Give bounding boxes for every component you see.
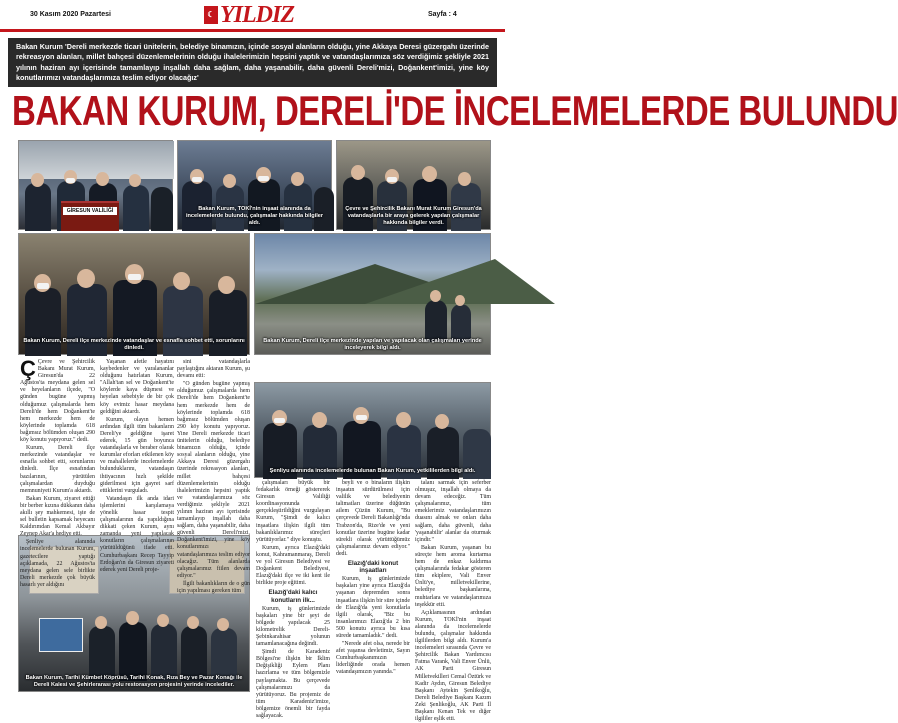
- paragraph: Vatandaşın ilk anda idari işlemlerini karşılamaya yönelik hasar tespit çalışmalarının da yapıldığına dikkati çeken Kurum, aynı zamanda yeni yapılacak konutların çalışmalarının yürütüldüğünü ifade etti. Cumhurbaşkanı Recep Tayyip Erdoğan'ın da Giresun ziyareti ederek yeni Dereli proje-: [100, 495, 174, 573]
- paragraph: Kurum, iş günlerimizde başkaları yine bir şeyi de bölgede yapılacak 25 kilometrelik Dereli-Şebinkarahisar yolunun tamamlanacağına değindi.: [256, 605, 330, 648]
- photo-meeting-citizens[interactable]: [336, 140, 491, 230]
- issue-date: 30 Kasım 2020 Pazartesi: [30, 11, 111, 18]
- podium-sign: GİRESUN VALİLİĞİ: [63, 207, 117, 215]
- article-column-5: [336, 480, 410, 692]
- photo-senliye-area[interactable]: [254, 382, 491, 478]
- logo-text: YILDIZ: [220, 2, 294, 28]
- building-backdrop: [19, 141, 174, 179]
- photo-caption: Çevre ve Şehircilik Bakanı Murat Kurum Giresun'da vatandaşlarla bir araya gelerek yapılan çalışmalar hakkında bilgiler verdi.: [345, 206, 482, 226]
- article-column-6: [415, 480, 491, 723]
- headline: [12, 87, 898, 136]
- paragraph: "Nerede afet olsa, nerede bir afet yaşansa devletimiz, Sayın Cumhurbaşkanımızın liderliğinde orada hemen vatandaşımızın yanında.": [336, 641, 410, 676]
- photo-shopkeepers[interactable]: [18, 233, 250, 355]
- paragraph: Kurum, Dereli ilçe merkezinde vatandaşlar ve esnafla sohbet etti, sorunlarını dinledi. İlçe esnafından bazılarının, yürütülen çalışmalardan duyduğu memnuniyeti Kurum'a aktardı.: [20, 445, 95, 494]
- photo-caption: Bakan Kurum, Dereli ilçe merkezinde vatandaşlar ve esnafla sohbet etti, sorunlarını dinledi.: [23, 338, 245, 351]
- paragraph: "O günden bugüne yapmış olduğumuz çalışmalarda hem Dereli'de hem Doğankent'te hem merkezde hem de köylerinde toplamda 618 bağımsız bölümden oluşan 290 köy konutu yapıyoruz. Yine Dereli merkezde ticari ünitelerin olduğu, belediye binamızın olduğu, içinde sosyal alanların olduğu, yine Akkaya Deresi güzergahı üzerinde rekreasyon alanları, millet bahçesi düzenlemelerinin olduğu ihalelerimizin hepsini yaptık ve vatandaşlarımıza söz verdiğimiz şekliyle 2021 yılının haziran ayı içerisinde tamamlayıp inşallah daha sağlam, daha yaşanabilir, daha güvenli Dereli'mizi, Doğankent'imizi, yine köy konutlarımızı vatandaşlarımıza teslim ediyor olacağız. Tüm alanlarda çalışmalarımız fiilen devam ediyor.": [177, 381, 250, 579]
- subheading: Elazığ'daki kalıcı konutların ilk...: [268, 589, 318, 604]
- paragraph: Yaşanan afetle hayatını kaybedenler ve yaralananlar olduğunu hatırlatan Kurum, "Allah'tan sel ve Doğankent'te köylerde kaya düşmesi ve heyelan sebebiyle de bir çok köy evimiz hasar meydana geldiğini aktardı.: [100, 359, 174, 415]
- paragraph: İlgili bakanlıkların de o gün için yapılması gereken tüm: [177, 580, 250, 594]
- photo-caption: Bakan Kurum, TOKİ'nin inşaat alanında da incelemelerde bulundu, çalışmalar hakkında bilgiler aldı.: [185, 206, 324, 226]
- lede-box: [8, 38, 497, 87]
- photo-caption: Bakan Kurum, Tarihi Kümbet Köprüsü, Tarihi Konak, Rıza Bey ve Pazar Konağı ile Dereli Kalesi ve Şehirlerarası yolu restorasyon projesini yerinde incelediler.: [25, 675, 243, 688]
- photo-caption: Şenliyu alanında incelemelerde bulunan Bakan Kurum, yetkililerden bilgi aldı.: [269, 468, 476, 474]
- headline-text: BAKAN KURUM, DERELİ'DE İNCELEMELERDE BULUNDU: [12, 87, 898, 134]
- page-number: Sayfa : 4: [428, 11, 457, 18]
- newspaper-logo[interactable]: [204, 2, 294, 28]
- paragraph: sini vatandaşlarla paylaştığını aktaran Kurum, şu devamı etti:: [177, 359, 250, 380]
- paragraph: çalışmaları büyük bir fedakarlık örneği göstererek Giresun Valiliği koordinasyonunda gerçekleştirildiğini vurgulayan Kurum, "Şimdi de kalıcı inşaatlara ilişkin ilgili tüm bakanlıklarımız süreçleri yürütüyorlar." diye konuştu.: [256, 480, 330, 543]
- paragraph: Kurum, iş günlerimizde başkaları yine ayrıca Elazığ'da yaşanan depremden sonra inşaatlara ilişkin bir süre içinde de Elazığ'da yeni konutlarla ilgili olarak, "Biz bu insanlarımızı Elazığ'da 2 bin 500 konutu ayrıca bu kısa sürede tamamladık." dedi.: [336, 576, 410, 639]
- photo-press-conference[interactable]: [18, 140, 173, 230]
- article-column-3: [177, 359, 250, 594]
- info-board: [39, 618, 83, 652]
- article-column-4: [256, 480, 330, 719]
- masthead: [0, 0, 505, 32]
- podium: [61, 201, 119, 231]
- paragraph: Kurum, ayrıca Elazığ'daki konut, Kahramanmaraş, Dereli ve yol Giresun Belediyesi ve Doğankent Belediyesi, Elazığ'daki ilçe ve iki kent ile birlikte proje eğitimi.: [256, 544, 330, 587]
- article-column-2: [100, 359, 174, 573]
- paragraph: beyli ve o binaların ilişkin inşaatın sürdürülmesi için valilik ve belediyenin talimatları üzerine düğünün ailem Çüzün Kurum, "Bu çerçevede Dereli Bakanlığı'nda Trabzon'da, Rize'de ve yeni konutlar üzerine bugüne kadar sürekli olarak yürüttüğümüz çalışmalarımız devam ediyor." dedi.: [336, 480, 410, 557]
- paragraph: Bakan Kurum, yaşanan bu süreçte hem aroma kurtarma hem de enkaz kaldırma çalışmalarında fedakar gösteren tüm ekiplere, Vali Enver Ünlü'ye, milletvekillerine, belediye başkanlarına, muhtarlara ve vatandaşlarımıza teşekkür etti.: [415, 544, 491, 608]
- photo-dereli-landscape[interactable]: [254, 233, 491, 355]
- paragraph: Açıklamasının ardından Kurum, TOKİ'nin inşaat alanında da incelemelerde bulundu, çalışmalar hakkında ilgililerden bilgi aldı. Kurum'a incelemeleri sırasında Çevre ve Şehircilik Bakan Yardımcısı Fatma Varank, Vali Enver Ünlü, AK Parti Giresun Milletvekilleri Cemal Öztürk ve Kadir Aydın, Giresun Belediye Başkanı Aytekin Şenlikoğlu, Dereli Belediye Başkanı Kazım Zeki Şenlikoğlu, AK Parti İl Başkanı Kenan Tek ve diğer ilgililer eşlik etti.: [415, 609, 491, 723]
- photo-caption: Bakan Kurum, Dereli ilçe merkezinde yapılan ve yapılacak olan çalışmaları yerinde inceleyerek bilgi aldı.: [263, 338, 482, 351]
- photo-toki-site[interactable]: [177, 140, 332, 230]
- paragraph: Şenliye alanında incelemelerde bulunan Kurum, gazetecilere yaptığı açıklamada, 22 Ağustos'ta meydana gelen sele birlikte Dereli merkezde çok büyük hasarlı yer aldığını: [20, 539, 95, 588]
- article-column-1: [20, 356, 95, 588]
- subheading: Elazığ'daki konut inşaatları: [347, 560, 399, 575]
- paragraph: talanı sarmak için seferber olmuşuz, inşallah olmaya da devam edeceğiz. Tüm çalışmalarımız, tüm emeklerimiz vatandaşlarımızın duasını almak ve onları daha sağlam, daha güvenli, daha 'yaşanabilir' alanlar da oturmak içindir.": [415, 480, 491, 543]
- paragraph: Kurum, olayın hemen ardından ilgili tüm bakanların Dereli'ye geldiğine işaret ederek, 15 gün boyunca vatandaşlarla ve beraber olarak kurumlar eforları etkilenen köy ve mahallelerde incelemelerde bulunduklarını, vatandaşın ihtiyacının hızlı şekilde giderilmesi için gayret sarf ettiklerini vurguladı.: [100, 416, 174, 494]
- paragraph: Çevre ve Şehircilik Bakanı Murat Kurum, Giresun'da 22 Ağustos'ta meydana gelen sel ve heyelanların ilçede, "O günden bugüne yapmış olduğumuz çalışmalarda hem Dereli'de hem Doğankent'te hem merkezde hem de köylerinde toplamda 618 bağımsız bölümden oluşan 290 köy konutu yapıyoruz." dedi.: [20, 359, 95, 444]
- crescent-star-icon: ☾: [207, 10, 215, 19]
- paragraph: Bakan Kurum, ziyaret ettiği bir berber kızına dükkanın daha akıllı şey mahkemesi, işte de sel bulletin kapsamak heyecanı Kaldırımdan Kemal Akbayır Zeynep Akar'a hediye etti.: [20, 495, 95, 538]
- drop-cap: Ç: [20, 356, 36, 381]
- paragraph: Şimdi de Karadeniz Bölgesi'ne ilişkin bir İklim Değişikliği Eylem Planı hazırlama ve tüm bölgemizle paylaşmakta. Bu çerçevede çalışmalarımızı da yürütüyoruz. Bu projemiz de tüm Karadeniz'imize, bölgemize önemli bir fayda sağlayacak.: [256, 649, 330, 719]
- lede-text: Bakan Kurum 'Dereli merkezde ticari ünitelerin, belediye binamızın, içinde sosyal alanların olduğu, yine Akkaya Deresi güzergahı üzerinde rekreasyon alanları, millet bahçesi düzenlemelerinin olduğu ihalelerimizin hepsini yaptık ve vatandaşlarımıza söz verdiğimiz şekliyle 2021 yılının haziran ayı içerisinde tamamlayıp inşallah daha sağlam, daha yaşanabilir, daha güvenli Dereli'mizi, Doğankent'imizi, yine köy konutlarımızı vatandaşlarımıza teslim ediyor olacağız': [16, 42, 489, 82]
